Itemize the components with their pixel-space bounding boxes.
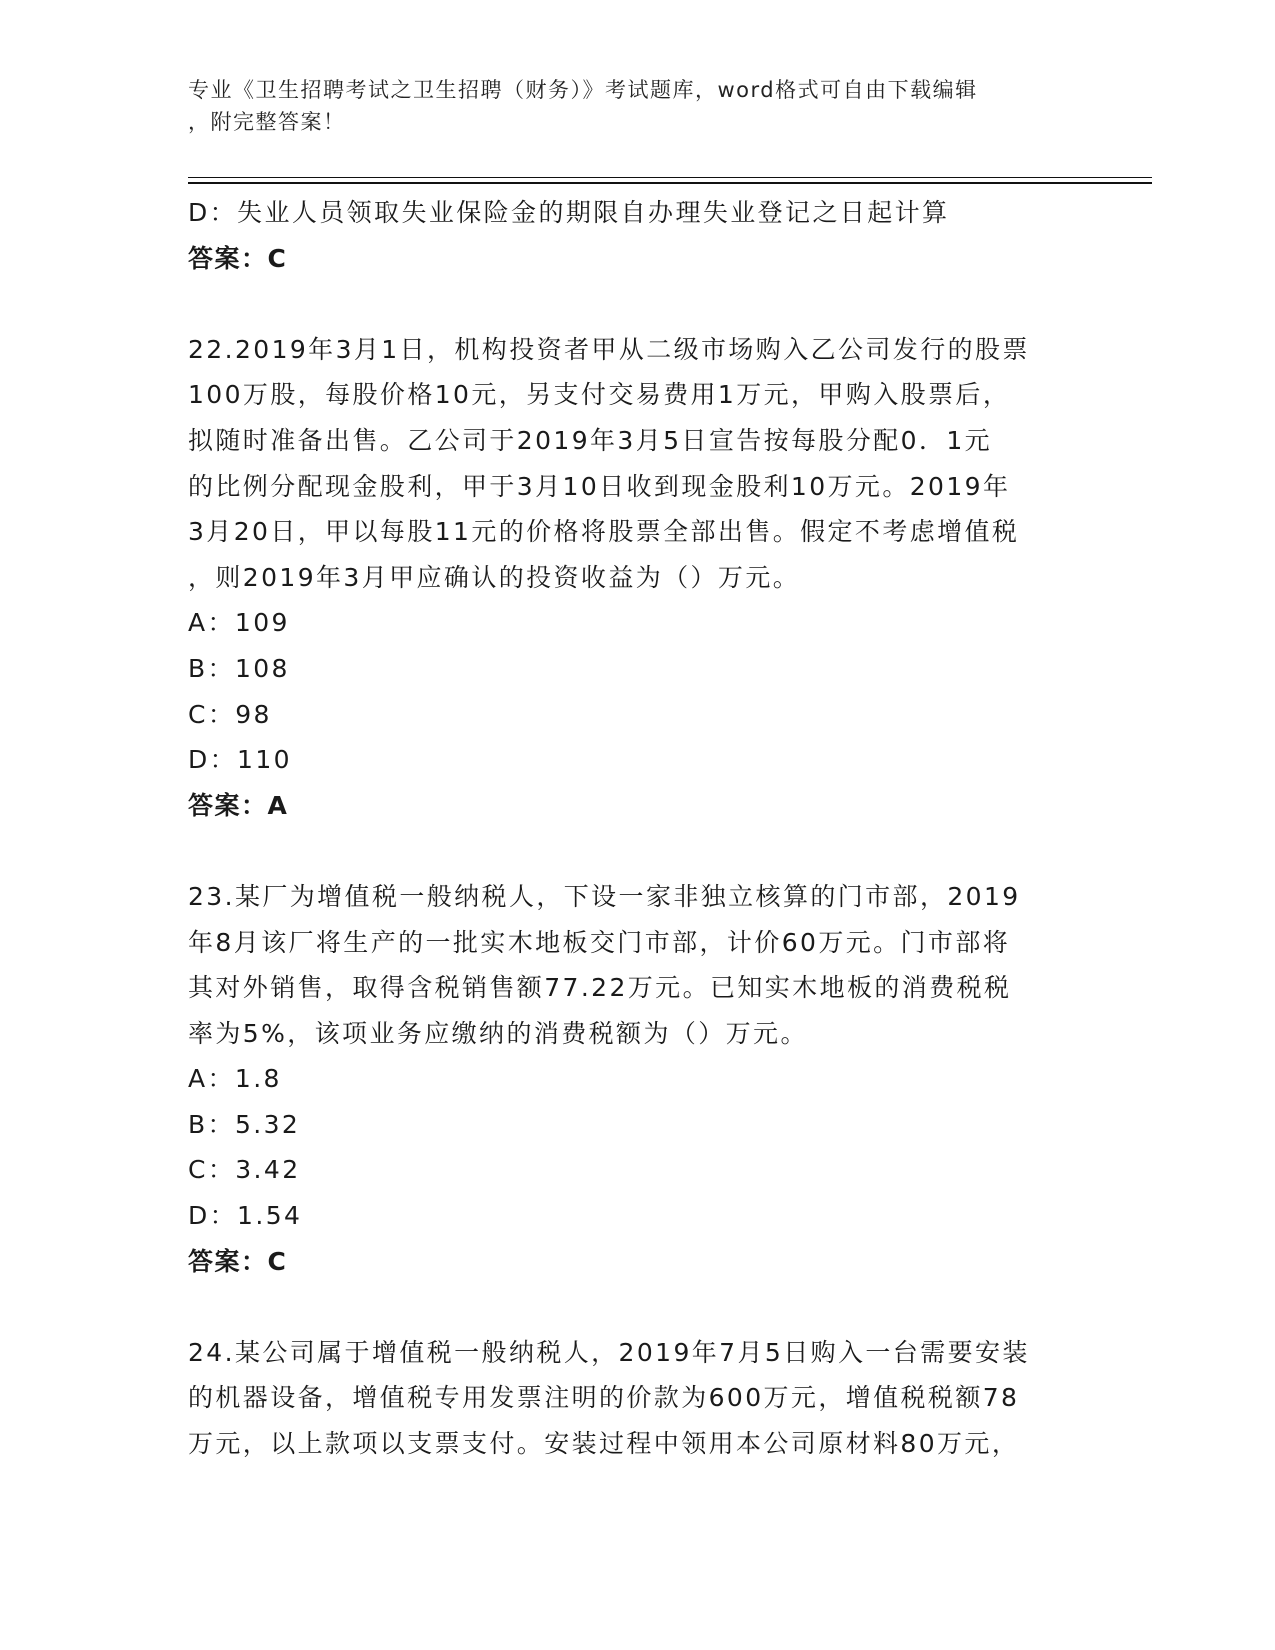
- question-text-line: 其对外销售，取得含税销售额77.22万元。已知实木地板的消费税税: [188, 973, 1012, 1003]
- question-text-line: 拟随时准备出售。乙公司于2019年3月5日宣告按每股分配0．1元: [188, 425, 993, 455]
- option-c: C：98: [188, 699, 272, 729]
- spacer: [188, 281, 1088, 327]
- question-23: [188, 874, 1088, 1284]
- spacer: [188, 1284, 1088, 1330]
- question-text-line: ，则2019年3月甲应确认的投资收益为（）万元。: [188, 562, 801, 592]
- question-text-line: 率为5%，该项业务应缴纳的消费税额为（）万元。: [188, 1018, 808, 1048]
- option-d: D：110: [188, 745, 292, 775]
- question-content: [188, 190, 1088, 1467]
- option-b: B：108: [188, 653, 290, 683]
- header-divider-thick: [188, 182, 1152, 184]
- question-22: [188, 327, 1088, 829]
- answer-label: 答案：A: [188, 790, 289, 820]
- header-title-line: ，附完整答案！: [188, 110, 346, 134]
- question-text-line: 年8月该厂将生产的一批实木地板交门市部，计价60万元。门市部将: [188, 927, 1011, 957]
- question-text-line: 23.某厂为增值税一般纳税人，下设一家非独立核算的门市部，2019: [188, 881, 1021, 911]
- option-d: D：失业人员领取失业保险金的期限自办理失业登记之日起计算: [188, 198, 950, 227]
- header-title-line: 专业《卫生招聘考试之卫生招聘（财务）》考试题库，word格式可自由下载编辑: [188, 78, 978, 102]
- question-text-line: 100万股，每股价格10元，另支付交易费用1万元，甲购入股票后，: [188, 380, 1011, 410]
- question-text-line: 的比例分配现金股利，甲于3月10日收到现金股利10万元。2019年: [188, 471, 1011, 501]
- header-divider-thin: [188, 177, 1152, 178]
- question-21-tail: [188, 190, 1088, 281]
- option-c: C：3.42: [188, 1155, 301, 1185]
- option-d: D：1.54: [188, 1201, 303, 1231]
- question-text-line: 22.2019年3月1日，机构投资者甲从二级市场购入乙公司发行的股票: [188, 334, 1030, 364]
- option-b: B：5.32: [188, 1109, 301, 1139]
- question-text-line: 3月20日，甲以每股11元的价格将股票全部出售。假定不考虑增值税: [188, 517, 1020, 547]
- option-a: A：109: [188, 608, 290, 638]
- question-text-line: 万元，以上款项以支票支付。安装过程中领用本公司原材料80万元，: [188, 1429, 1020, 1459]
- answer-label: 答案：C: [188, 1246, 288, 1276]
- question-24: [188, 1330, 1088, 1467]
- question-text-line: 24.某公司属于增值税一般纳税人，2019年7月5日购入一台需要安装: [188, 1337, 1030, 1367]
- question-text-line: 的机器设备，增值税专用发票注明的价款为600万元，增值税税额78: [188, 1383, 1020, 1413]
- option-a: A：1.8: [188, 1064, 282, 1094]
- answer-label: 答案：C: [188, 243, 288, 273]
- page-header: [188, 74, 1088, 138]
- spacer: [188, 828, 1088, 874]
